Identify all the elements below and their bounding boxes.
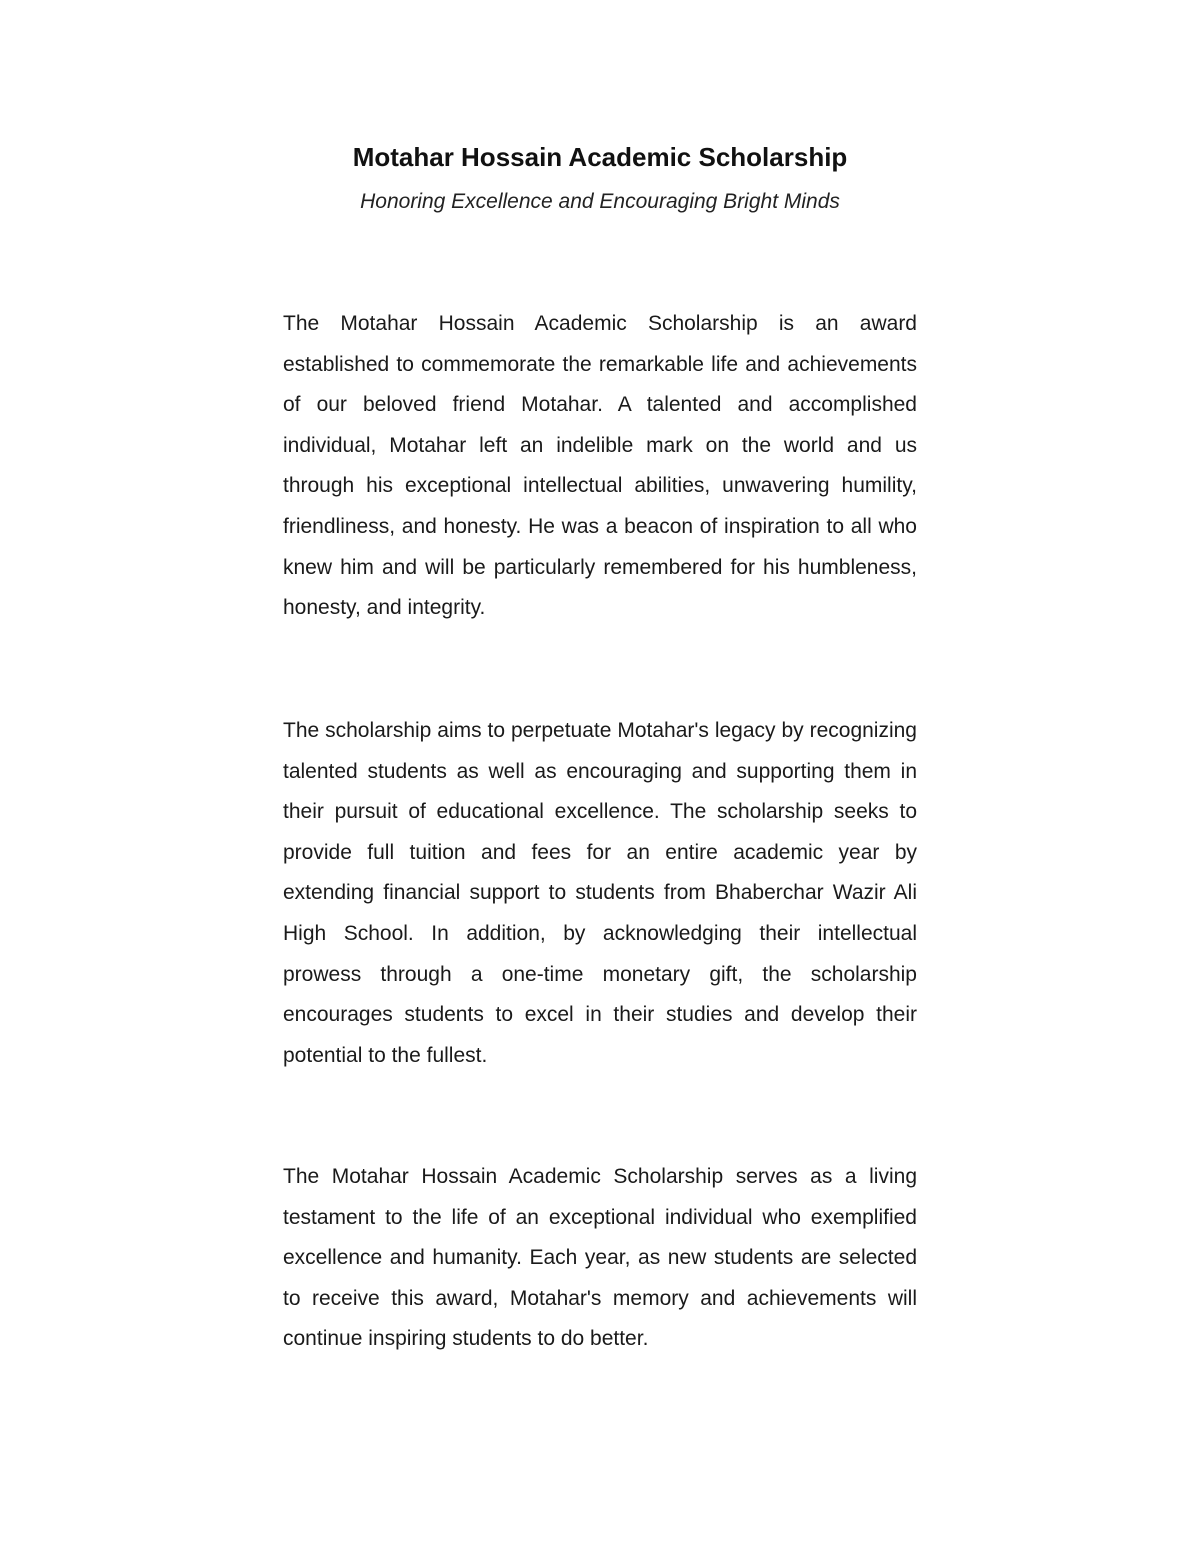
document-title: Motahar Hossain Academic Scholarship [352, 142, 848, 172]
body-paragraph-1: The Motahar Hossain Academic Scholarship is an award established to commemorate the remarkable life and achievements of our beloved friend Motahar. A talented and accomplished individual, Motahar left an indelible mark on the world and us through his exceptional intellectual abilities, unwavering humility, friendliness, and honesty. He was a beacon of inspiration to all who knew him and will be particularly remembered for his humbleness, honesty, and integrity. [283, 312, 917, 620]
document-subtitle: Honoring Excellence and Encouraging Bright Minds [360, 190, 840, 213]
body-paragraph-3: The Motahar Hossain Academic Scholarship serves as a living testament to the life of an exceptional individual who exemplified excellence and humanity. Each year, as new students are selected to receive this award, Motahar's memory and achievements will continue inspiring students to do better. [283, 1165, 917, 1351]
body-paragraph-2: The scholarship aims to perpetuate Motahar's legacy by recognizing talented students as well as encouraging and supporting them in their pursuit of educational excellence. The scholarship seeks to provide full tuition and fees for an entire academic year by extending financial support to students from Bhaberchar Wazir Ali High School. In addition, by acknowledging their intellectual prowess through a one-time monetary gift, the scholarship encourages students to excel in their studies and develop their potential to the fullest. [283, 719, 917, 1067]
